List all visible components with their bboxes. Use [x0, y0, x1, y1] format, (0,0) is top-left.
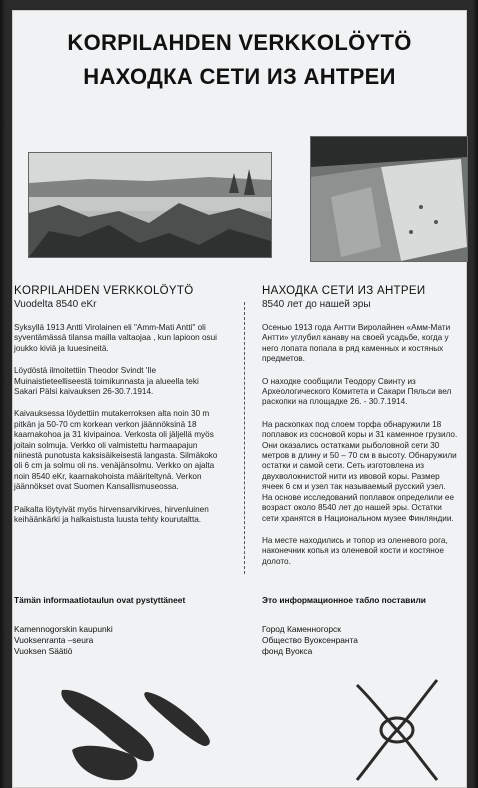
russian-acknowledgements: [262, 595, 458, 657]
landscape-photo: [28, 152, 272, 258]
finnish-heading: KORPILAHDEN VERKKOLÖYTÖ: [14, 285, 194, 297]
finnish-paragraph: Syksyllä 1913 Antti Virolainen eli "Amm-Mati Antti" oli syventämässä tilansa mailla valtaojaa , kun lapioon osui joukko kiviä ja luuesineitä.: [14, 323, 217, 353]
russian-paragraph: На месте находились и топор из оленевого рога, наконечник копья из оленевой кости и костяное долото.: [262, 535, 448, 566]
russian-heading: НАХОДКА СЕТИ ИЗ АНТРЕИ: [262, 285, 426, 297]
russian-ack-heading: Это информационное табло поставили: [262, 595, 426, 605]
title-finnish: KORPILAHDEN VERKKOLÖYTÖ: [67, 30, 412, 55]
ack-item: Vuoksenranta –seura: [14, 635, 94, 645]
russian-paragraph: На раскопках под слоем торфа обнаружили 18 поплавок из сосновой коры и 31 каменное грузило. Они оказались остатками рыболовной сети 30 метров в длину и 50 – 70 см в высоту. Обнаружили остатки и самой сети. Сеть изготовлена из двухволокнистой нити из ивовой коры. Размер ячеек 6 см и узел так называемый русский узел. На основе исследований поплавок определили ее возраст около 8540 лет до нашей эры. Остатки сети хранятся в Национальном музее Финляндии.: [262, 419, 458, 523]
finnish-subheading: Vuodelta 8540 eKr: [14, 299, 97, 310]
column-divider: [244, 302, 246, 574]
bone-artifacts-illustration: [52, 680, 222, 785]
title-russian: НАХОДКА СЕТИ ИЗ АНТРЕИ: [83, 64, 396, 89]
info-board: [12, 10, 467, 788]
finnish-paragraph: Kaivauksessa löydettiin mutakerroksen alta noin 30 m pitkän ja 50-70 cm korkean verkon jäännöksinä 18 kaarnakohoa ja 31 kivipainoa. Verkosta oli jäljellä myös joitain solmuja. Verkko oli valmistettu harmaapajun niinestä punotusta kaksisäikeisestä langasta. Silmäkoko oli 6 cm ja solmu oli ns. venäjänsolmu. Verkko on ajalta noin 8540 eKr, kaarnakohoista määriteltynä. Verkon jäännökset ovat Suomen Kansallismuseossa.: [14, 409, 218, 492]
russian-subheading: 8540 лет до нашей эры: [262, 299, 371, 310]
russian-paragraph: О находке сообщили Теодору Свинту из Археологического Комитета и Сакари Пяльси вел раскопки на площадке 26. - 30.7.1914.: [262, 376, 452, 407]
finnish-ack-heading: Tämän informaatiotaulun ovat pystyttäneet: [14, 595, 186, 605]
finnish-paragraph: Löydöstä ilmoitettiin Theodor Svindt 'Ile Muinaistieteelliseestä toimikunnasta ja alueella teki Sakari Pälsi kaivauksen 26-30.7.1914.: [14, 366, 199, 397]
ack-item: Vuoksen Säätiö: [14, 646, 73, 656]
ack-item: фонд Вуокса: [262, 646, 313, 656]
finnish-paragraph: Paikalta löytyivät myös hirvensarvikirves, hirvenluinen keihäänkärki ja halkaistusta luusta tehty kourutaltta.: [14, 504, 209, 525]
ack-item: Город Каменногорск: [262, 624, 341, 634]
finnish-acknowledgements: [14, 595, 224, 657]
russian-text-column: [262, 284, 458, 579]
excavation-photo: [310, 136, 468, 262]
net-knot-illustration: [352, 675, 442, 785]
finnish-text-column: [12, 284, 224, 538]
russian-paragraph: Осенью 1913 года Антти Виролайнен «Амм-Мати Антти» углубил канаву на своей усадьбе, когда у него лопата попала в ряд каменных и костяных предметов.: [262, 323, 451, 364]
ack-item: Общество Вуоксенранта: [262, 635, 358, 645]
ack-item: Kamennogorskin kaupunki: [14, 624, 113, 634]
